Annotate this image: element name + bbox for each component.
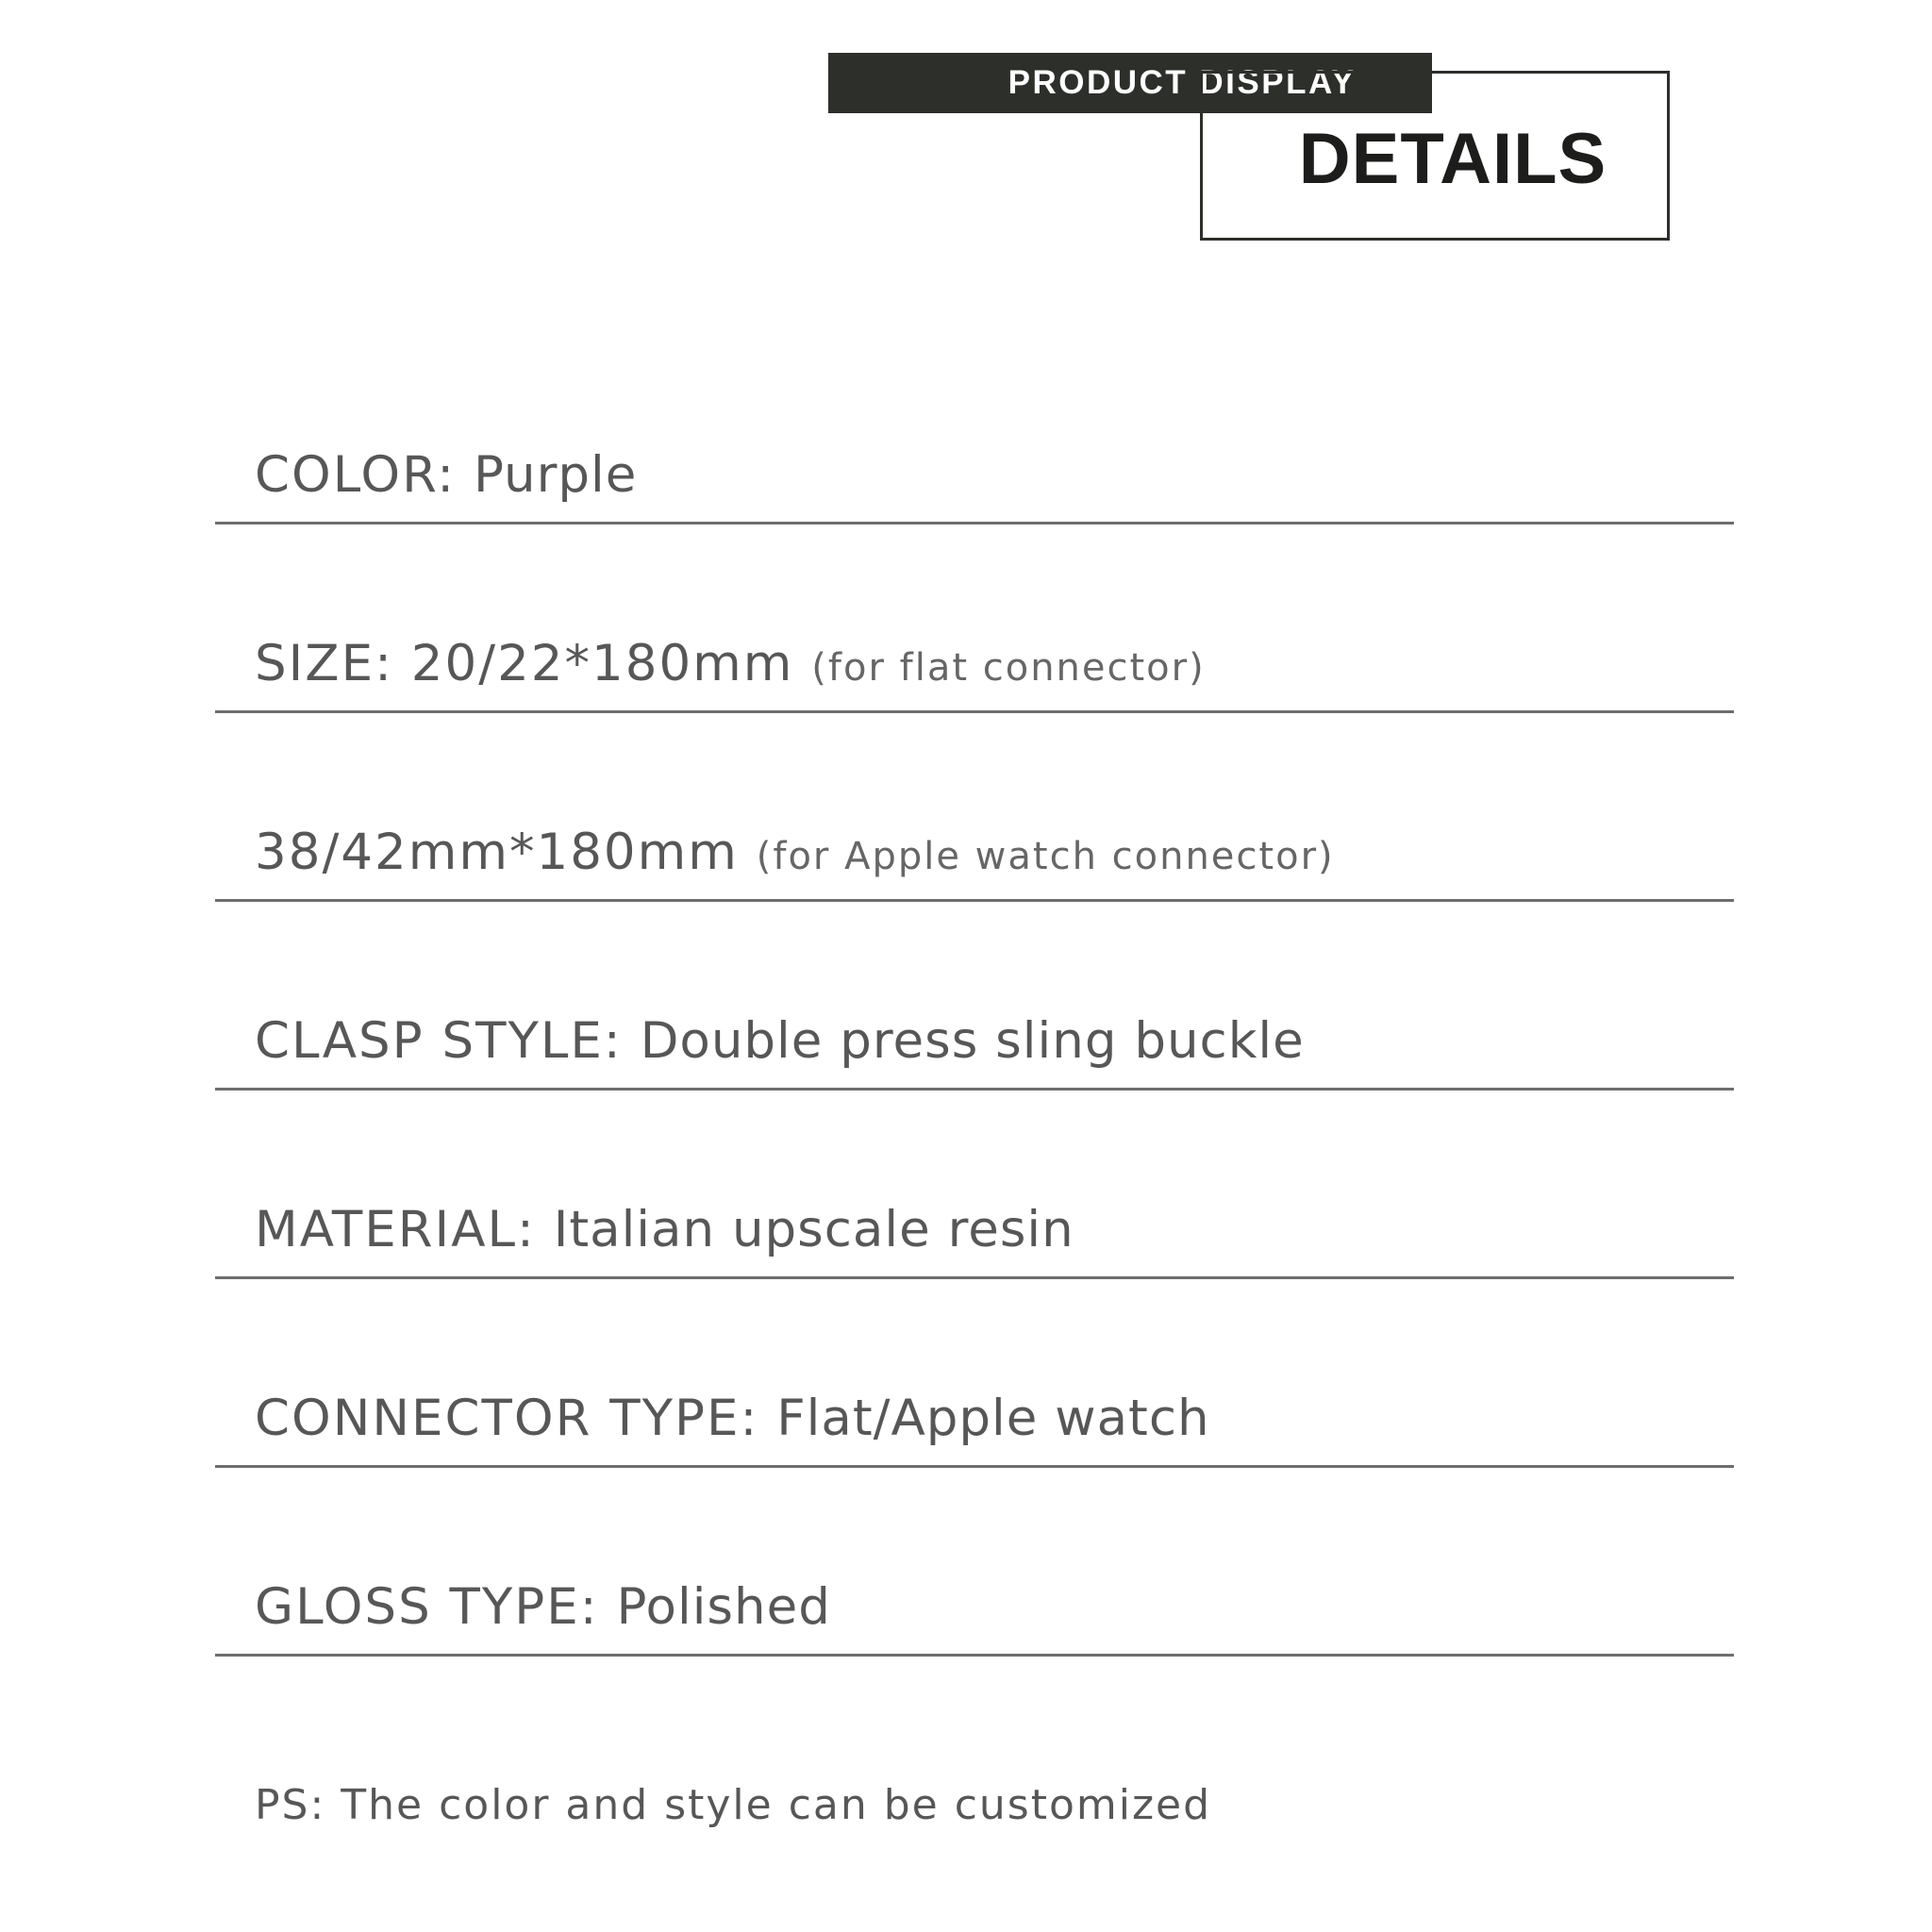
spec-divider bbox=[215, 1465, 1734, 1468]
spec-divider bbox=[215, 522, 1734, 525]
spec-row-gloss-type bbox=[255, 1578, 831, 1636]
spec-row bbox=[215, 943, 1734, 1132]
spec-divider bbox=[215, 899, 1734, 902]
spec-label: COLOR: bbox=[255, 446, 474, 504]
page-header bbox=[0, 0, 1932, 255]
spec-label: GLOSS TYPE: bbox=[255, 1578, 617, 1636]
spec-value: 38/42mm*180mm bbox=[255, 824, 757, 881]
spec-row bbox=[215, 1509, 1734, 1698]
ps-note: PS: The color and style can be customized bbox=[255, 1781, 1212, 1829]
spec-row bbox=[215, 377, 1734, 566]
spec-row bbox=[215, 566, 1734, 755]
spec-divider bbox=[215, 710, 1734, 713]
spec-value: Italian upscale resin bbox=[553, 1201, 1074, 1258]
spec-row-size-apple bbox=[255, 824, 1335, 881]
spec-row-color bbox=[255, 446, 637, 504]
product-display-banner-label: PRODUCT DISPLAY bbox=[1008, 64, 1357, 101]
spec-row bbox=[215, 1132, 1734, 1321]
spec-label: SIZE: bbox=[255, 635, 411, 692]
spec-divider bbox=[215, 1654, 1734, 1657]
spec-value: Polished bbox=[616, 1578, 831, 1636]
spec-row bbox=[215, 755, 1734, 943]
spec-note: (for Apple watch connector) bbox=[756, 835, 1335, 878]
spec-row-connector-type bbox=[255, 1390, 1210, 1447]
spec-divider bbox=[215, 1088, 1734, 1091]
spec-note: (for flat connector) bbox=[811, 646, 1206, 690]
spec-row-material bbox=[255, 1201, 1074, 1258]
spec-value: Flat/Apple watch bbox=[776, 1390, 1210, 1447]
spec-row bbox=[215, 1321, 1734, 1509]
spec-label: CLASP STYLE: bbox=[255, 1012, 641, 1070]
spec-value: Purple bbox=[473, 446, 638, 504]
spec-list bbox=[215, 377, 1734, 1698]
spec-row-clasp-style bbox=[255, 1012, 1305, 1070]
spec-value: 20/22*180mm bbox=[410, 635, 812, 692]
spec-label: CONNECTOR TYPE: bbox=[255, 1390, 777, 1447]
spec-divider bbox=[215, 1276, 1734, 1279]
spec-label: MATERIAL: bbox=[255, 1201, 554, 1258]
spec-row-size bbox=[255, 635, 1206, 692]
spec-value: Double press sling buckle bbox=[640, 1012, 1305, 1070]
details-title: DETAILS bbox=[1298, 119, 1607, 199]
